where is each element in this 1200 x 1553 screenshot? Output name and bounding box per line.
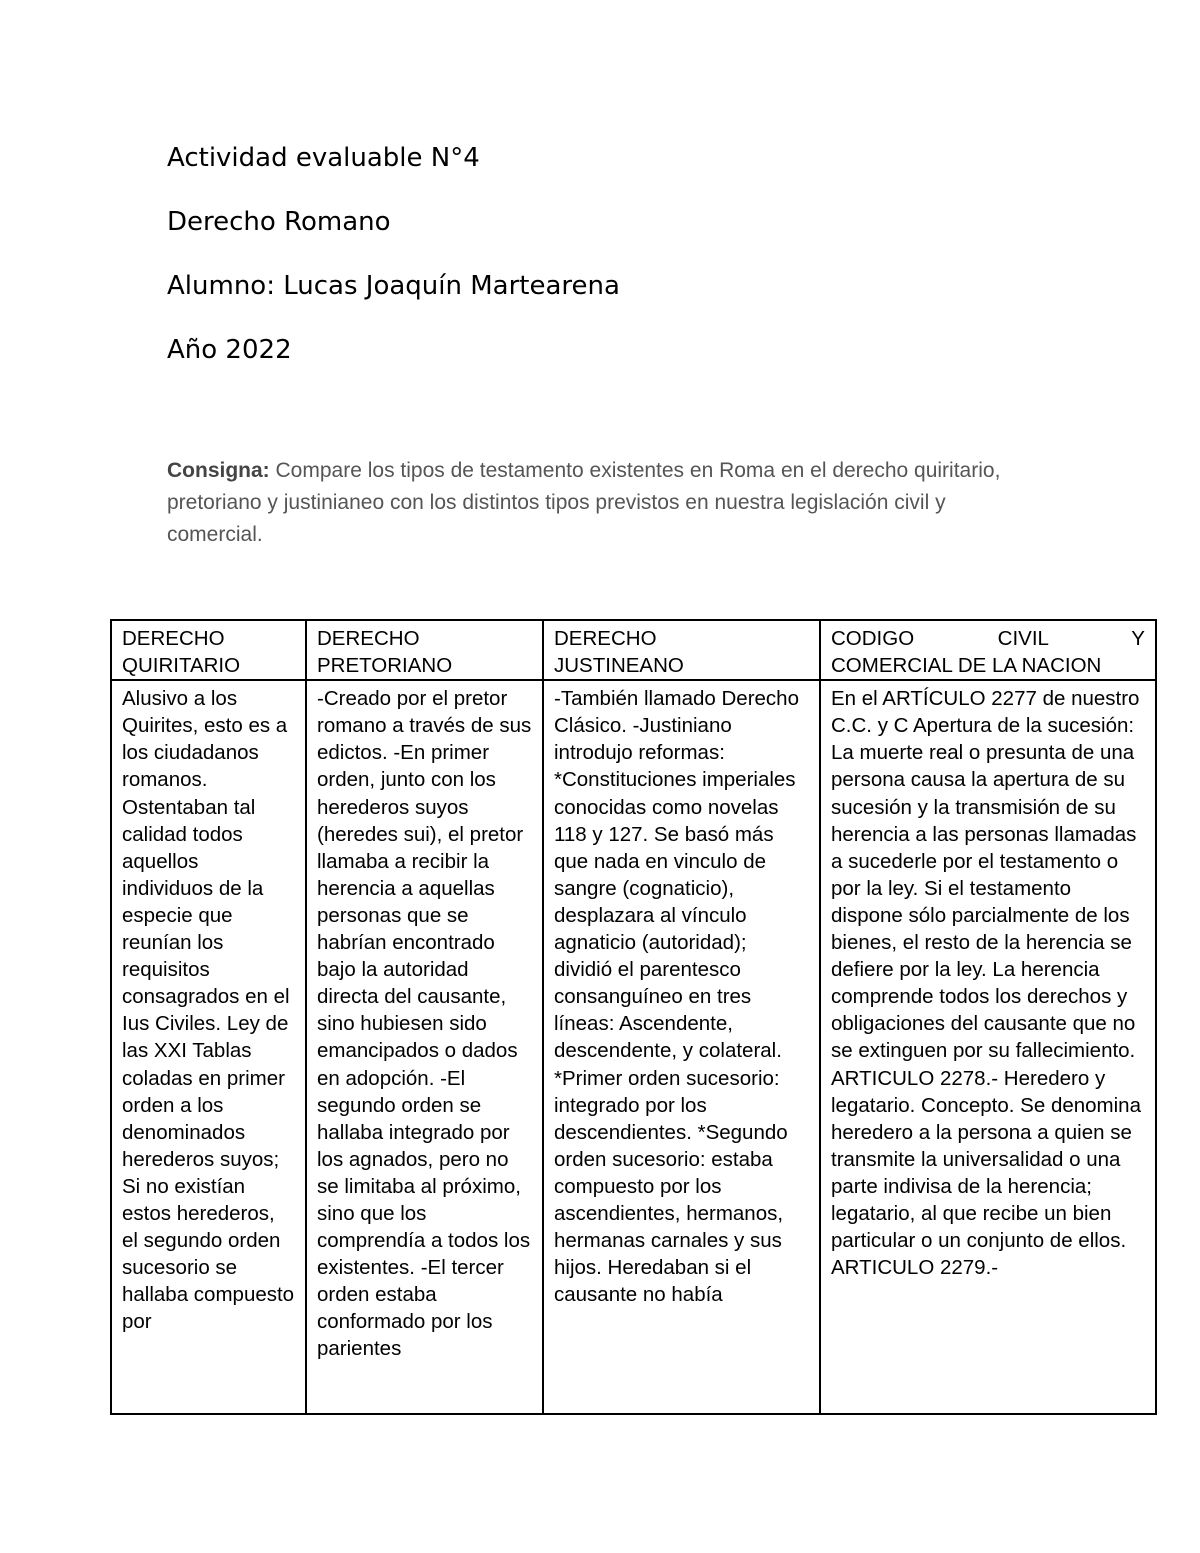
header-cell-justineano [543, 620, 820, 680]
consigna-label: Consigna: [167, 459, 270, 482]
cell-text: -También llamado Derecho Clásico. -Justiniano introdujo reformas: *Constituciones imperiales conocidas como novelas 118 y 127. Se basó más que nada en vinculo de sangre (cognaticio), desplazara al vínculo agnaticio (autoridad); dividió el parentesco consanguíneo en tres líneas: Ascendente, descendente, y colateral. *Primer orden sucesorio: integrado por los descendientes. *Segundo orden sucesorio: estaba compuesto por los ascendientes, hermanos, hermanas carnales y sus hijos. Heredaban si el causante no había [554, 687, 799, 1307]
cell-text: -Creado por el pretor romano a través de sus edictos. -En primer orden, junto con los herederos suyos (heredes sui), el pretor llamaba a recibir la herencia a aquellas personas que se habrían encontrado bajo la autoridad directa del causante, sino hubiesen sido emancipados o dados en adopción. -El segundo orden se hallaba integrado por los agnados, pero no se limitaba al próximo, sino que los comprendía a todos los existentes. -El tercer orden estaba conformado por los parientes [317, 687, 532, 1361]
header-cell-line1: CODIGO CIVIL Y [831, 627, 1145, 650]
activity-title: Actividad evaluable N°4 [167, 143, 480, 173]
header-cell-line1: DERECHO [554, 627, 657, 650]
student-name: Alumno: Lucas Joaquín Martearena [167, 271, 620, 301]
cell-text: En el ARTÍCULO 2277 de nuestro C.C. y C Apertura de la sucesión: La muerte real o presunta de una persona causa la apertura de su sucesión y la transmisión de su herencia a las personas llamadas a sucederle por el testamento o por la ley. Si el testamento dispone sólo parcialmente de los bienes, el resto de la herencia se defiere por la ley. La herencia comprende todos los derechos y obligaciones del causante que no se extinguen por su fallecimiento. ARTICULO 2278.- Heredero y legatario. Concepto. Se denomina heredero a la persona a quien se transmite la universalidad o una parte indivisa de la herencia; legatario, al que recibe un bien particular o un conjunto de ellos. ARTICULO 2279.- [831, 687, 1141, 1280]
header-cell-quiritario [111, 620, 306, 680]
header-cell-line2: JUSTINEANO [554, 654, 684, 678]
header-cell-codigo-civil [820, 620, 1156, 680]
cell-text: Alusivo a los Quirites, esto es a los ciudadanos romanos. Ostentaban tal calidad todos aquellos individuos de la especie que reunían los requisitos consagrados en el Ius Civiles. Ley de las XXI Tablas coladas en primer orden a los denominados herederos suyos; Si no existían estos herederos, el segundo orden sucesorio se hallaba compuesto por [122, 687, 295, 1334]
subject-title: Derecho Romano [167, 207, 391, 237]
header-cell-line1: DERECHO [317, 627, 420, 650]
header-cell-line2: COMERCIAL DE LA NACION [831, 654, 1102, 678]
content-cell-justineano [543, 680, 820, 1414]
comparison-table [110, 619, 1157, 1415]
header-cell-line2: PRETORIANO [317, 654, 453, 678]
header-cell-line2: QUIRITARIO [122, 654, 241, 678]
table-row [111, 680, 1156, 1414]
table-header-row [111, 620, 1156, 680]
content-cell-codigo-civil [820, 680, 1156, 1414]
year-label: Año 2022 [167, 335, 292, 365]
consigna-paragraph [167, 455, 1027, 551]
header-cell-line1: DERECHO [122, 627, 225, 650]
content-cell-pretoriano [306, 680, 543, 1414]
consigna-text: Compare los tipos de testamento existentes en Roma en el derecho quiritario, pretoriano y justinianeo con los distintos tipos previstos en nuestra legislación civil y comercial. [167, 459, 1001, 546]
content-cell-quiritario [111, 680, 306, 1414]
header-cell-pretoriano [306, 620, 543, 680]
